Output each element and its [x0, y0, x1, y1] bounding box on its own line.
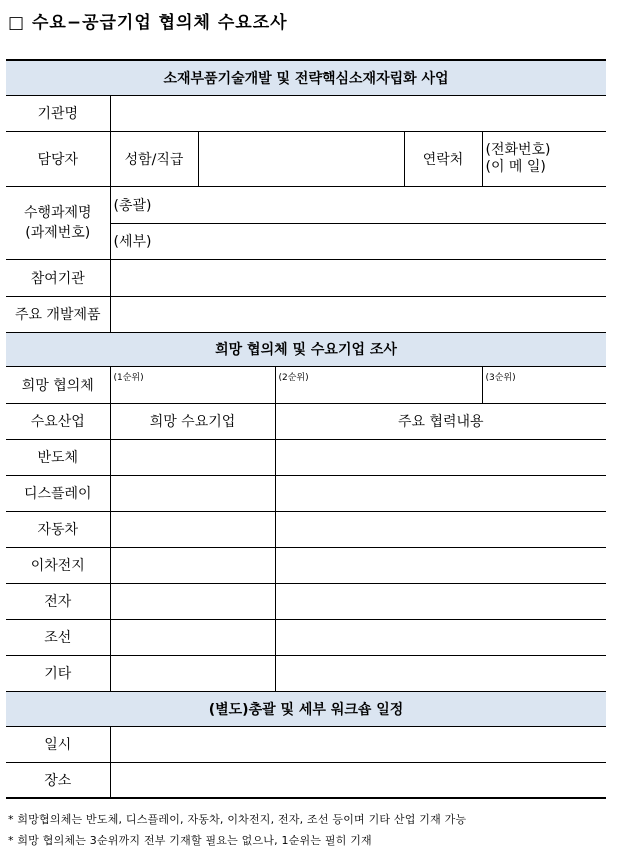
table-row	[6, 475, 606, 511]
survey-form-table	[6, 59, 606, 799]
company-input[interactable]	[110, 439, 275, 475]
industry-label: 이차전지	[6, 547, 110, 583]
table-row	[6, 583, 606, 619]
table-row	[6, 619, 606, 655]
contact-label: 연락처	[404, 131, 482, 186]
page-title: □ 수요−공급기업 협의체 수요조사	[8, 13, 288, 33]
contact-input[interactable]	[482, 131, 606, 186]
industry-label: 자동차	[6, 511, 110, 547]
table-row	[6, 511, 606, 547]
content-input[interactable]	[275, 655, 606, 691]
org-label: 기관명	[6, 95, 110, 131]
table-row	[6, 655, 606, 691]
participants-input[interactable]	[110, 259, 606, 296]
org-input[interactable]	[110, 95, 606, 131]
project-label	[6, 186, 110, 259]
products-input[interactable]	[110, 296, 606, 332]
industry-label: 조선	[6, 619, 110, 655]
table-row	[6, 547, 606, 583]
phone-label: (전화번호)	[485, 141, 551, 158]
project-number-label: (과제번호)	[25, 224, 91, 241]
table-row	[6, 439, 606, 475]
industry-label: 반도체	[6, 439, 110, 475]
content-input[interactable]	[275, 583, 606, 619]
company-input[interactable]	[110, 511, 275, 547]
company-input[interactable]	[110, 583, 275, 619]
detail-project-input[interactable]	[110, 223, 606, 259]
industry-label: 전자	[6, 583, 110, 619]
rank1-label: (1순위)	[113, 372, 144, 383]
col-content-header: 주요 협력내용	[275, 403, 606, 439]
rank2-label: (2순위)	[278, 372, 309, 383]
col-industry-header: 수요산업	[6, 403, 110, 439]
participants-label: 참여기관	[6, 259, 110, 296]
section2-header: 희망 협의체 및 수요기업 조사	[6, 332, 606, 366]
company-input[interactable]	[110, 619, 275, 655]
detail-label: (세부)	[113, 234, 152, 250]
name-title-label: 성함/직급	[110, 131, 198, 186]
rank3-label: (3순위)	[485, 372, 516, 383]
col-company-header: 희망 수요기업	[110, 403, 275, 439]
footnote-1: * 희망협의체는 반도체, 디스플레이, 자동차, 이차전지, 전자, 조선 등이며 기타 산업 기재 가능	[8, 813, 467, 826]
industry-label: 기타	[6, 655, 110, 691]
section3-header: (별도)총괄 및 세부 워크숍 일정	[6, 691, 606, 726]
manager-label: 담당자	[6, 131, 110, 186]
rank2-input[interactable]	[275, 366, 482, 403]
footnote-2: * 희망 협의체는 3순위까지 전부 기재할 필요는 없으나, 1순위는 필히 기재	[8, 834, 372, 847]
email-label: (이 메 일)	[485, 158, 546, 175]
date-input[interactable]	[110, 726, 606, 762]
industry-label: 디스플레이	[6, 475, 110, 511]
content-input[interactable]	[275, 439, 606, 475]
place-input[interactable]	[110, 762, 606, 798]
overall-label: (총괄)	[113, 197, 152, 214]
company-input[interactable]	[110, 547, 275, 583]
project-name-label: 수행과제명	[23, 204, 92, 221]
rank3-input[interactable]	[482, 366, 606, 403]
date-label: 일시	[6, 726, 110, 762]
council-label: 희망 협의체	[6, 366, 110, 403]
company-input[interactable]	[110, 655, 275, 691]
content-input[interactable]	[275, 619, 606, 655]
content-input[interactable]	[275, 511, 606, 547]
content-input[interactable]	[275, 475, 606, 511]
content-input[interactable]	[275, 547, 606, 583]
overall-project-input[interactable]	[110, 186, 606, 223]
place-label: 장소	[6, 762, 110, 798]
rank1-input[interactable]	[110, 366, 275, 403]
company-input[interactable]	[110, 475, 275, 511]
section1-header: 소재부품기술개발 및 전략핵심소재자립화 사업	[6, 60, 606, 95]
name-title-input[interactable]	[198, 131, 404, 186]
products-label: 주요 개발제품	[6, 296, 110, 332]
